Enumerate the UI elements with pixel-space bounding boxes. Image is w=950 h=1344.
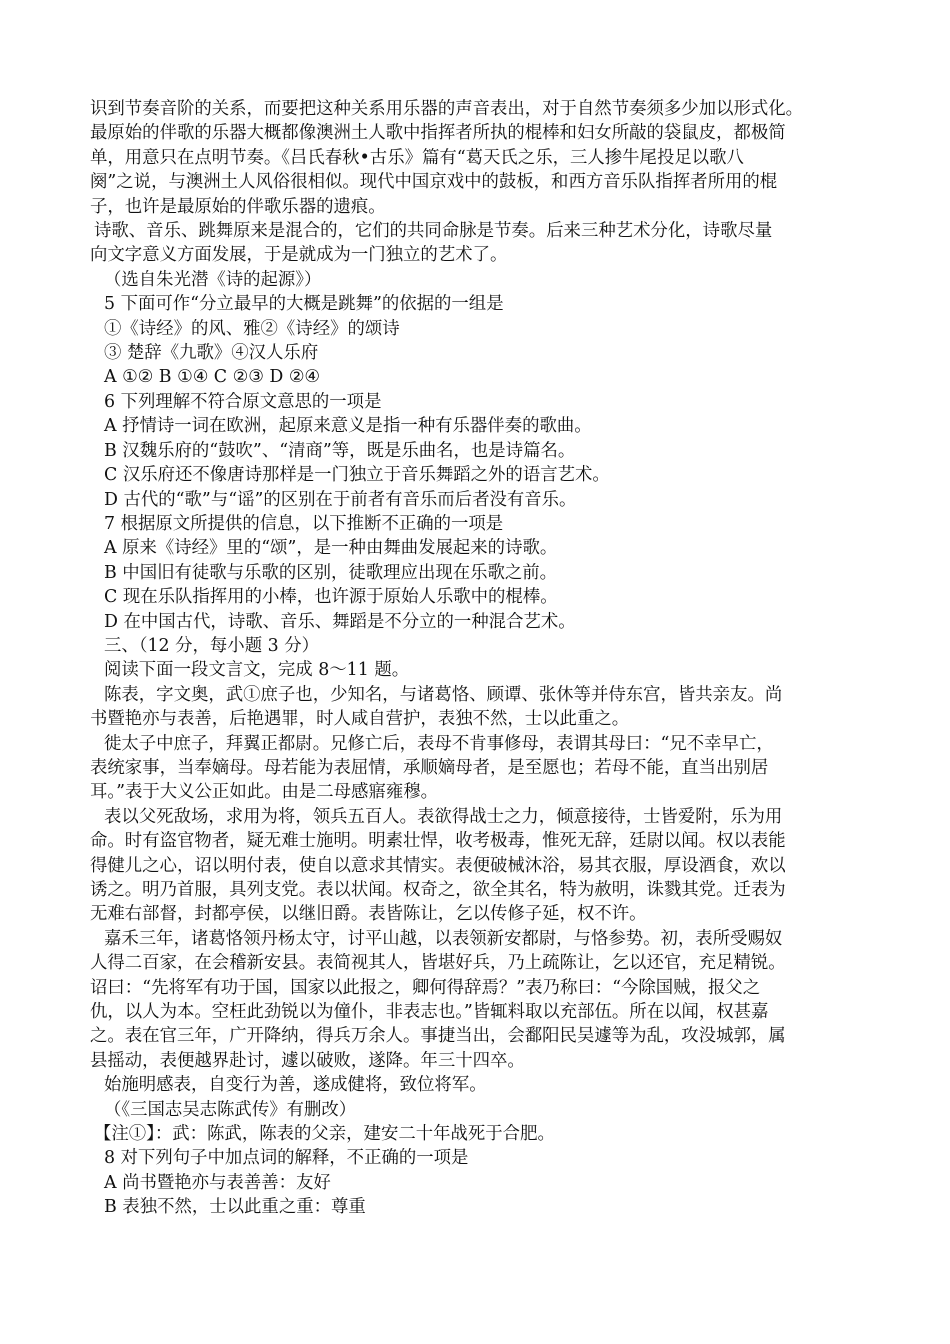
text-line: B 汉魏乐府的“鼓吹”、“清商”等，既是乐曲名，也是诗篇名。	[104, 440, 576, 461]
text-line: 人得二百家，在会稽新安县。表简视其人，皆堪好兵，乃上疏陈让，乞以还官，充足精锐。	[90, 953, 786, 974]
text-line: 书暨艳亦与表善，后艳遇罪，时人咸自营护，表独不然，士以此重之。	[90, 709, 630, 730]
text-line: 得健儿之心，诏以明付表，使自以意求其情实。表便破械沐浴，易其衣服，厚设酒食，欢以	[90, 855, 786, 876]
text-line: 三、（12 分，每小题 3 分）	[104, 635, 319, 656]
text-line: 阕”之说，与澳洲土人风俗很相似。现代中国京戏中的鼓板，和西方音乐队指挥者所用的棍	[90, 172, 778, 193]
text-line: ①《诗经》的风、雅②《诗经》的颂诗	[104, 318, 400, 339]
text-line: C 现在乐队指挥用的小棒，也许源于原始人乐歌中的棍棒。	[104, 587, 558, 608]
text-line: 徙太子中庶子，拜翼正都尉。兄修亡后，表母不肯事修母，表谓其母曰：“兄不幸早亡，	[104, 733, 774, 754]
text-line: 命。时有盗官物者，疑无难士施明。明素壮悍，收考极毒，惟死无辞，廷尉以闻。权以表能	[90, 831, 786, 852]
text-line: 诱之。明乃首服，具列支党。表以状闻。权奇之，欲全其名，特为赦明，诛戮其党。迁表为	[90, 880, 786, 900]
text-line: 单，用意只在点明节奏。《吕氏春秋•古乐》篇有“葛天氏之乐，三人掺牛尾投足以歌八	[90, 147, 744, 168]
text-line: 7 根据原文所提供的信息，以下推断不正确的一项是	[104, 513, 504, 534]
text-line: 阅读下面一段文言文，完成 8～11 题。	[104, 660, 410, 681]
text-line: A 原来《诗经》里的“颂”，是一种由舞曲发展起来的诗歌。	[104, 538, 558, 559]
text-line: 始施明感表，自变行为善，遂成健将，致位将军。	[104, 1075, 487, 1096]
text-line: （选自朱光潜《诗的起源》）	[104, 269, 322, 290]
text-line: 表统家事，当奉嫡母。母若能为表屈情，承顺嫡母者，是至愿也；若母不能，直当出别居	[90, 757, 769, 778]
text-line: 诗歌、音乐、跳舞原来是混合的，它们的共同命脉是节奏。后来三种艺术分化，诗歌尽量	[94, 221, 773, 242]
text-line: 表以父死敌场，求用为将，领兵五百人。表欲得战士之力，倾意接待，士皆爱附，乐为用	[104, 806, 783, 827]
text-line: 之。表在官三年，广开降纳，得兵万余人。事捷当出，会鄱阳民吴遽等为乱，攻没城郭，属	[90, 1026, 786, 1047]
text-line: 诏曰：“先将军有功于国，国家以此报之，卿何得辞焉？”表乃称曰：“今除国贼，报父之	[90, 977, 761, 998]
text-line: 陈表，字文奥，武①庶子也，少知名，与诸葛恪、顾谭、张休等并侍东宫，皆共亲友。尚	[104, 684, 783, 705]
text-line: D 古代的“歌”与“谣”的区别在于前者有音乐而后者没有音乐。	[104, 489, 577, 510]
text-line: D 在中国古代，诗歌、音乐、舞蹈是不分立的一种混合艺术。	[104, 611, 576, 632]
text-line: 8 对下列句子中加点词的解释，不正确的一项是	[104, 1148, 469, 1169]
text-line: 5 下面可作“分立最早的大概是跳舞”的依据的一组是	[104, 294, 504, 315]
text-line: 6 下列理解不符合原文意思的一项是	[104, 391, 382, 412]
text-line: 耳。”表于大义公正如此。由是二母感寤雍穆。	[90, 782, 439, 803]
text-line: 仇，以人为本。空枉此劲锐以为僮仆，非表志也。”皆辄料取以充部伍。所在以闻，权甚嘉	[90, 1002, 769, 1023]
text-line: C 汉乐府还不像唐诗那样是一门独立于音乐舞蹈之外的语言艺术。	[104, 465, 610, 486]
document-body	[90, 97, 866, 1220]
text-line: ③ 楚辞《九歌》④汉人乐府	[104, 343, 319, 364]
text-line: 向文字意义方面发展，于是就成为一门独立的艺术了。	[90, 245, 508, 266]
text-line: 【注①】：武：陈武，陈表的父亲，建安二十年战死于合肥。	[94, 1124, 555, 1145]
text-line: （《三国志吴志陈武传》有删改）	[104, 1099, 357, 1120]
text-line: A 抒情诗一词在欧洲，起原来意义是指一种有乐器伴奏的歌曲。	[104, 416, 592, 437]
text-line: 县摇动，表便越界赴讨，遽以破败，遂降。年三十四卒。	[90, 1050, 525, 1071]
text-line: A 尚书暨艳亦与表善善：友好	[104, 1172, 331, 1193]
text-line: 嘉禾三年，诸葛恪领丹杨太守，讨平山越，以表领新安都尉，与恪参势。初，表所受赐奴	[104, 928, 783, 949]
text-line: 最原始的伴歌的乐器大概都像澳洲土人歌中指挥者所执的棍棒和妇女所敲的袋鼠皮，都极简	[90, 123, 786, 144]
text-line: A ①② B ①④ C ②③ D ②④	[104, 367, 321, 388]
text-line: 识到节奏音阶的关系，而要把这种关系用乐器的声音表出，对于自然节奏须多少加以形式化。	[90, 99, 804, 119]
text-line: 子，也许是最原始的伴歌乐器的遗痕。	[90, 196, 386, 217]
text-line: 无难右部督，封都亭侯，以继旧爵。表皆陈让，乞以传修子延，权不许。	[90, 904, 647, 925]
text-line: B 中国旧有徒歌与乐歌的区别，徒歌理应出现在乐歌之前。	[104, 562, 558, 583]
text-line: B 表独不然，士以此重之重：尊重	[104, 1197, 366, 1218]
